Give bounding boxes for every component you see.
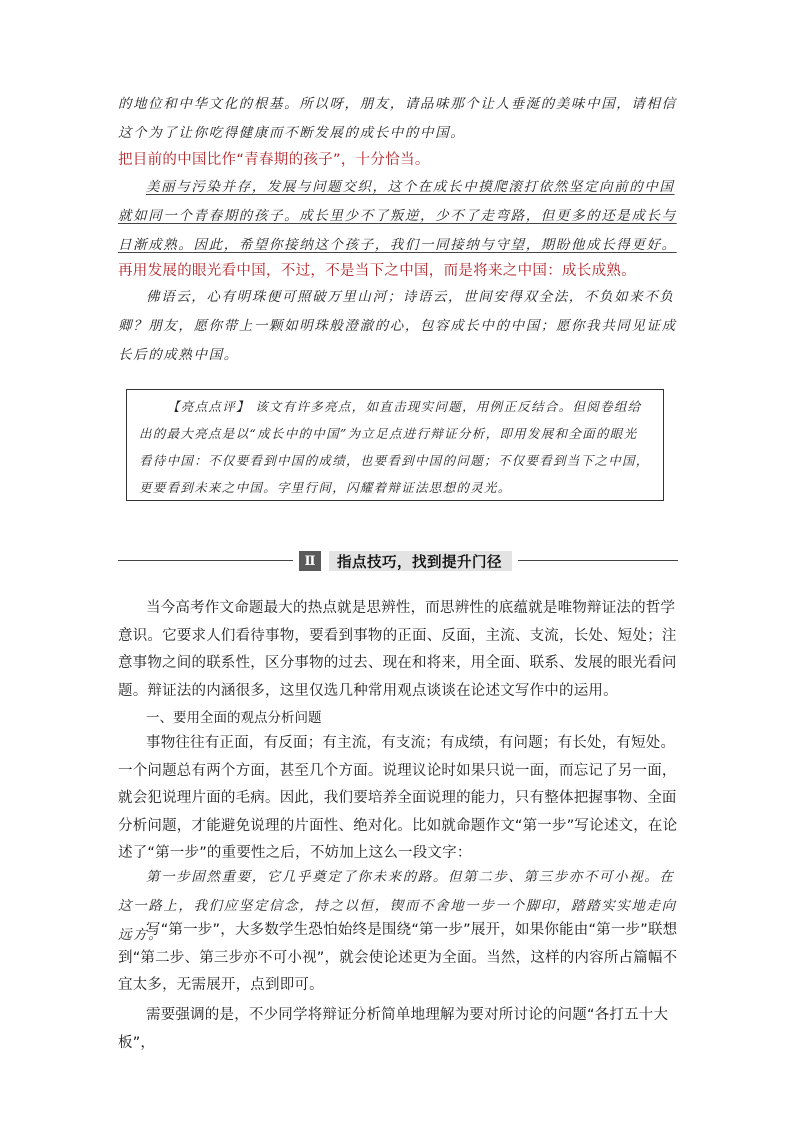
body-paragraph-3: 写“第一步”，大多数学生恐怕始终是围绕“第一步”展开，如果你能由“第一步”联想到“第二步、第三步亦不可小视”，就会使论述更为全面。当然，这样的内容所占篇幅不宜太多，无需展开，点到即可。	[118, 922, 678, 993]
excerpt-paragraph-end: 佛语云，心有明珠便可照破万里山河；诗语云，世间安得双全法，不负如来不负卿？朋友，愿你带上一颗如明珠般澄澈的心，包容成长中的中国；愿你我共同见证成长后的成熟中国。	[118, 289, 677, 363]
excerpt-paragraph-top: 的地位和中华文化的根基。所以呀，朋友，请品味那个让人垂涎的美味中国，请相信这个为了让你吃得健康而不断发展的成长中的中国。	[118, 96, 677, 141]
review-comment-box	[126, 389, 664, 501]
section-number: Ⅱ	[299, 551, 321, 571]
body-paragraph-2: 事物往往有正面，有反面；有主流，有支流；有成绩，有问题；有长处，有短处。一个问题总有两个方面，甚至几个方面。说理议论时如果只说一面，而忘记了另一面，就会犯说理片面的毛病。因此，我们要培养全面说理的能力，只有整体把握事物、全面分析问题，才能避免说理的片面性、绝对化。比如就命题作文“第一步”写论述文，在论述了“第一步”的重要性之后，不妨加上这么一段文字：	[118, 735, 678, 861]
body-paragraph-4: 需要强调的是，不少同学将辩证分析简单地理解为要对所讨论的问题“各打五十大板”，	[118, 1007, 669, 1051]
margin-comment-1: 把目前的中国比作“青春期的孩子”，十分恰当。	[118, 152, 430, 168]
quoted-passage: 第一步固然重要，它几乎奠定了你未来的路。但第二步、第三步亦不可小视。在这一路上，我们应坚定信念，持之以恒，锲而不舍地一步一个脚印，踏踏实实地走向远方。	[118, 869, 677, 943]
margin-comment-2: 再用发展的眼光看中国，不过，不是当下之中国，而是将来之中国：成长成熟。	[118, 263, 636, 279]
subheading-1: 一、要用全面的观点分析问题	[146, 710, 322, 726]
review-comment-text: 【亮点点评】 该文有许多亮点，如直击现实问题，用例正反结合。但阅卷组给出的最大亮点是以“成长中的中国”为立足点进行辩证分析，即用发展和全面的眼光看待中国：不仅要看到中国的成绩，也要看到中国的问题；不仅要看到当下之中国，更要看到未来之中国。字里行间，闪耀着辩证法思想的灵光。	[139, 399, 650, 495]
section-badge	[293, 548, 518, 574]
excerpt-paragraph-mid: 美丽与污染并存，发展与问题交织，这个在成长中摸爬滚打依然坚定向前的中国就如同一个青春期的孩子。成长里少不了叛逆，少不了走弯路，但更多的还是成长与日渐成熟。因此，希望你接纳这个孩子，我们一同接纳与守望，期盼他成长得更好。	[118, 179, 677, 253]
section-title: 指点技巧，找到提升门径	[329, 551, 512, 571]
body-paragraph-1: 当今高考作文命题最大的热点就是思辨性，而思辨性的底蕴就是唯物辩证法的哲学意识。它要求人们看待事物，要看到事物的正面、反面，主流、支流，长处、短处；注意事物之间的联系性，区分事物的过去、现在和将来，用全面、联系、发展的眼光看问题。辩证法的内涵很多，这里仅选几种常用观点谈谈在论述文写作中的运用。	[118, 600, 677, 699]
section-header	[118, 548, 678, 574]
